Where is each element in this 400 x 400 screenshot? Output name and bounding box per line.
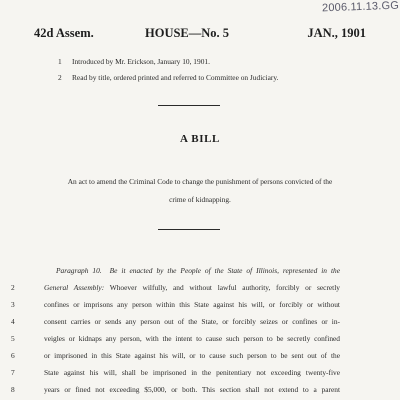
divider-rule — [158, 105, 220, 106]
bill-header — [34, 26, 366, 42]
intro-line — [58, 73, 278, 82]
line-number: 6 — [11, 351, 15, 360]
line-number: 7 — [11, 368, 15, 377]
bill-date: JAN., 1901 — [307, 26, 366, 40]
body-text: confines or imprisons any person within this State against his will, or forcibly or without — [44, 300, 340, 309]
body-line — [11, 283, 340, 292]
body-text: consent carries or sends any person out of the State, or forcibly seizes or confines or in- — [44, 317, 340, 326]
body-text: years or fined not exceeding $5,000, or both. This section shall not extend to a parent — [44, 385, 340, 394]
body-text: or imprisoned in this State against his will, or to cause such person to be sent out of the — [44, 351, 340, 360]
enacting-clause-line — [56, 266, 340, 275]
line-number: 8 — [11, 385, 15, 394]
body-line — [11, 317, 340, 326]
body-text: State against his will, shall be imprisoned in the penitentiary not exceeding twenty-five — [44, 368, 340, 377]
assembly-label: 42d Assem. — [34, 26, 94, 40]
body-line — [11, 334, 340, 343]
act-description-line: An act to amend the Criminal Code to change the punishment of persons convicted of the — [67, 177, 333, 186]
line-number: 2 — [58, 73, 62, 82]
archive-stamp: 2006.11.13.GG — [321, 0, 400, 15]
body-text: veigles or kidnaps any person, with the intent to cause such person to be secretly confined — [44, 334, 340, 343]
paragraph-label: Paragraph 10. — [56, 266, 102, 275]
line-number: 2 — [11, 283, 15, 292]
line-number: 4 — [11, 317, 15, 326]
house-bill-number: HOUSE—No. 5 — [145, 26, 230, 40]
body-lead: General Assembly: — [44, 283, 105, 292]
body-line — [11, 368, 340, 377]
bill-title: A BILL — [180, 133, 220, 145]
body-text: Whoever wilfully, and without lawful authority, forcibly or secretly — [104, 283, 340, 292]
line-number: 1 — [58, 57, 62, 66]
intro-text: Read by title, ordered printed and referred to Committee on Judiciary. — [72, 73, 279, 82]
intro-line — [58, 57, 210, 66]
line-number: 5 — [11, 334, 15, 343]
body-line — [11, 351, 340, 360]
enacting-clause: Be it enacted by the People of the State of Illinois, represented in the — [109, 266, 341, 275]
body-line — [11, 385, 340, 394]
body-line — [11, 300, 340, 309]
line-number: 3 — [11, 300, 15, 309]
act-description-line: crime of kidnapping. — [169, 195, 231, 204]
divider-rule — [158, 229, 220, 230]
intro-text: Introduced by Mr. Erickson, January 10, 1901. — [72, 57, 210, 66]
